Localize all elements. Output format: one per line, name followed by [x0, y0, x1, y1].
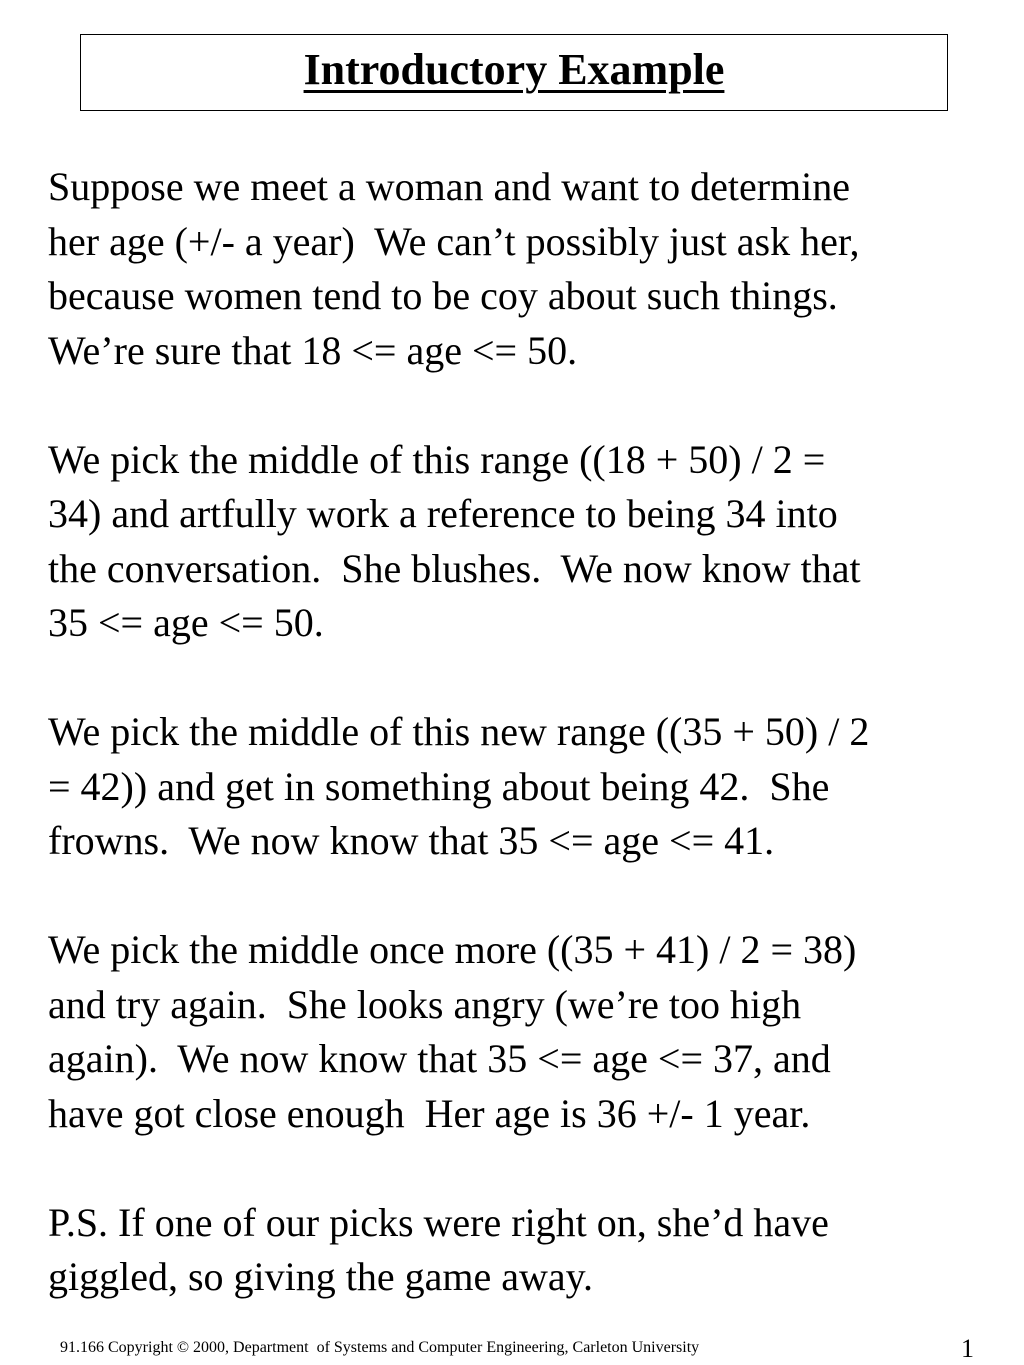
body-text — [48, 160, 988, 1359]
paragraph-2 — [48, 433, 988, 651]
text-line: her age (+/- a year) We can’t possibly just ask her, — [48, 218, 860, 264]
text-line: We pick the middle once more ((35 + 41) / 2 = 38) — [48, 927, 857, 972]
text-line: P.S. If one of our picks were right on, she’d have — [48, 1199, 829, 1245]
paragraph-4 — [48, 923, 988, 1141]
text-line: frowns. We now know that 35 <= age <= 41. — [48, 818, 775, 863]
text-line: = 42)) and get in something about being 42. She — [48, 763, 830, 809]
text-line: have got close enough Her age is 36 +/- 1 year. — [48, 1090, 811, 1136]
slide-title: Introductory Example — [303, 45, 725, 94]
text-line: again). We now know that 35 <= age <= 37, and — [48, 1036, 831, 1081]
text-line: We’re sure that 18 <= age <= 50. — [48, 327, 578, 373]
text-line: 35 <= age <= 50. — [48, 600, 324, 645]
text-line: because women tend to be coy about such things. — [48, 273, 838, 318]
text-line: the conversation. She blushes. We now know that — [48, 545, 861, 591]
text-line: We pick the middle of this range ((18 + 50) / 2 = — [48, 436, 826, 482]
text-line: giggled, so giving the game away. — [48, 1254, 594, 1299]
paragraph-5 — [48, 1196, 988, 1305]
text-line: and try again. She looks angry (we’re too high — [48, 981, 802, 1027]
footer-copyright: 91.166 Copyright © 2000, Department of Systems and Computer Engineering, Carleton University — [60, 1339, 700, 1356]
text-line: We pick the middle of this new range ((35 + 50) / 2 — [48, 709, 870, 754]
page-number: 1 — [961, 1334, 974, 1363]
paragraph-1 — [48, 160, 988, 378]
text-line: 34) and artfully work a reference to being 34 into — [48, 491, 838, 536]
title-box — [80, 34, 948, 111]
text-line: Suppose we meet a woman and want to determine — [48, 164, 850, 209]
paragraph-3 — [48, 705, 988, 869]
